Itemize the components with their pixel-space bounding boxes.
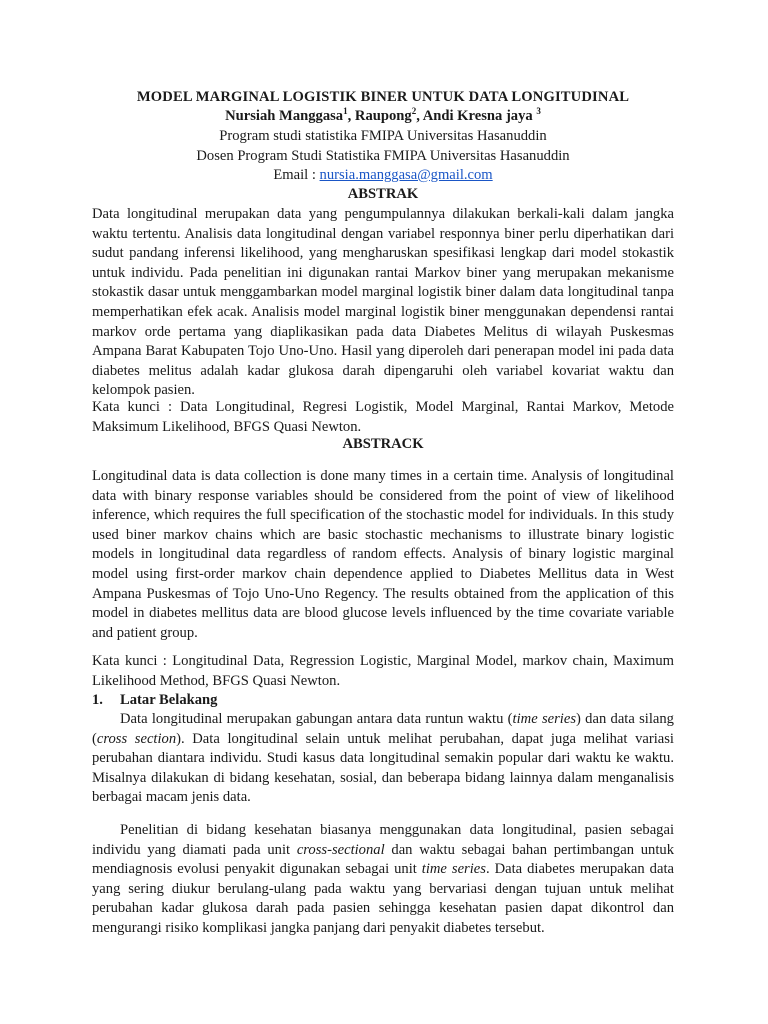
author-affiliation-mark: 2 <box>411 106 417 117</box>
paragraph-run: dan waktu sebagai bahan pertimbangan untuk mendiagnosis evolusi penyakit digunakan sebagai unit <box>92 841 674 878</box>
affiliation-1: Program studi statistika FMIPA Universitas Hasanuddin <box>219 128 547 144</box>
email-link[interactable]: nursia.manggasa@gmail.com <box>319 167 493 183</box>
author-affiliation-mark: 1 <box>343 106 348 117</box>
author-name: Nursiah Manggasa <box>225 108 344 124</box>
email-label: Email : <box>273 167 320 183</box>
keywords-id: Kata kunci : Data Longitudinal, Regresi Logistik, Model Marginal, Rantai Markov, Metode Maksimum Likelihood, BFGS Quasi Newton. <box>92 399 674 435</box>
section-number: 1. <box>92 692 103 708</box>
keywords-en: Kata kunci : Longitudinal Data, Regression Logistic, Marginal Model, markov chain, Maximum Likelihood Method, BFGS Quasi Newton. <box>92 653 674 689</box>
paragraph-italic-run: time series <box>512 711 577 727</box>
affiliation-2: Dosen Program Studi Statistika FMIPA Universitas Hasanuddin <box>196 148 570 164</box>
author-separator: , <box>416 108 423 124</box>
paragraph-1 <box>92 710 674 808</box>
author-name: Andi Kresna jaya <box>422 108 537 124</box>
paragraph-run: Penelitian di bidang kesehatan biasanya menggunakan data longitudinal, pasien sebagai individu yang diamati pada unit <box>92 822 674 858</box>
paragraph-2 <box>92 821 674 939</box>
author-affiliation-mark: 3 <box>536 106 541 117</box>
paragraph-italic-run: cross-sectional <box>296 841 385 858</box>
paragraph-run: ). Data longitudinal selain untuk melihat perubahan, dapat juga melihat variasi perubahan diantara individu. Studi kasus data longitudinal semakin popular dari waktu ke waktu. Misalnya dilakukan di bidang kesehatan, sosial, dan beberapa bidang lainnya dalam menganalisis berbagai macam jenis data. <box>92 730 674 806</box>
paragraph-run: Data longitudinal merupakan gabungan antara data runtun waktu ( <box>120 711 513 727</box>
paragraph-run: ) dan data silang ( <box>92 711 674 747</box>
paragraph-run: . Data diabetes merupakan data yang sering diukur berulang-ulang pada waktu yang bervariasi dengan tujuan untuk melihat perubahan kadar glukosa darah pada pasien sehingga kesehatan pasien dapat dikontrol dan mengurangi risiko komplikasi jangka panjang dari penyakit diabetes tersebut. <box>92 861 674 936</box>
section-title: Latar Belakang <box>120 692 218 708</box>
section-heading <box>92 691 674 711</box>
paragraph-italic-run: cross section <box>96 730 177 747</box>
abstract-en-heading: ABSTRACK <box>342 436 424 452</box>
abstract-id-heading: ABSTRAK <box>347 186 419 202</box>
author-line <box>92 107 674 127</box>
abstract-id-body: Data longitudinal merupakan data yang pengumpulannya dilakukan berkali-kali dalam jangka waktu tertentu. Analisis data longitudinal dengan variabel responnya biner perlu diperhatikan dari sudut pandang inferensi likelihood, yang mengharuskan spesifikasi lengkap dari model stokastik untuk individu. Pada penelitian ini digunakan rantai Markov biner yang merupakan mekanisme stokastik dasar untuk menggambarkan model marginal logistik biner dalam data longitudinal tanpa memperhatikan efek acak. Analisis model marginal logistik biner menggunakan dependensi rantai markov orde pertama yang diaplikasikan pada data Diabetes Melitus di wilayah Puskesmas Ampana Barat Kabupaten Tojo Uno-Uno. Hasil yang diperoleh dari penerapan model ini pada data diabetes melitus adalah kadar glukosa darah dipengaruhi oleh variabel kovariat waktu dan kelompok pasien. <box>92 206 674 399</box>
paper-title: MODEL MARGINAL LOGISTIK BINER UNTUK DATA LONGITUDINAL <box>136 89 630 105</box>
author-name: Raupong <box>354 108 412 124</box>
abstract-en-body: Longitudinal data is data collection is done many times in a certain time. Analysis of longitudinal data with binary response variables should be considered from the point of view of likelihood inference, which requires the full specification of the stochastic model for individuals. In this study used biner markov chains which are basic stochastic mechanisms to illustrate binary logistic models in longitudinal data regardless of random effects. Analysis of binary logistic marginal model using first-order markov chain dependence applied to Diabetes Mellitus data in West Ampana Puskesmas of Tojo Uno-Uno Regency. The results obtained from the application of this model in diabetes mellitus data are blood glucose levels influenced by the time covariate variable and patient group. <box>92 468 674 641</box>
author-separator: , <box>347 108 355 124</box>
email-line <box>92 166 674 186</box>
paragraph-italic-run: time series <box>421 861 486 878</box>
